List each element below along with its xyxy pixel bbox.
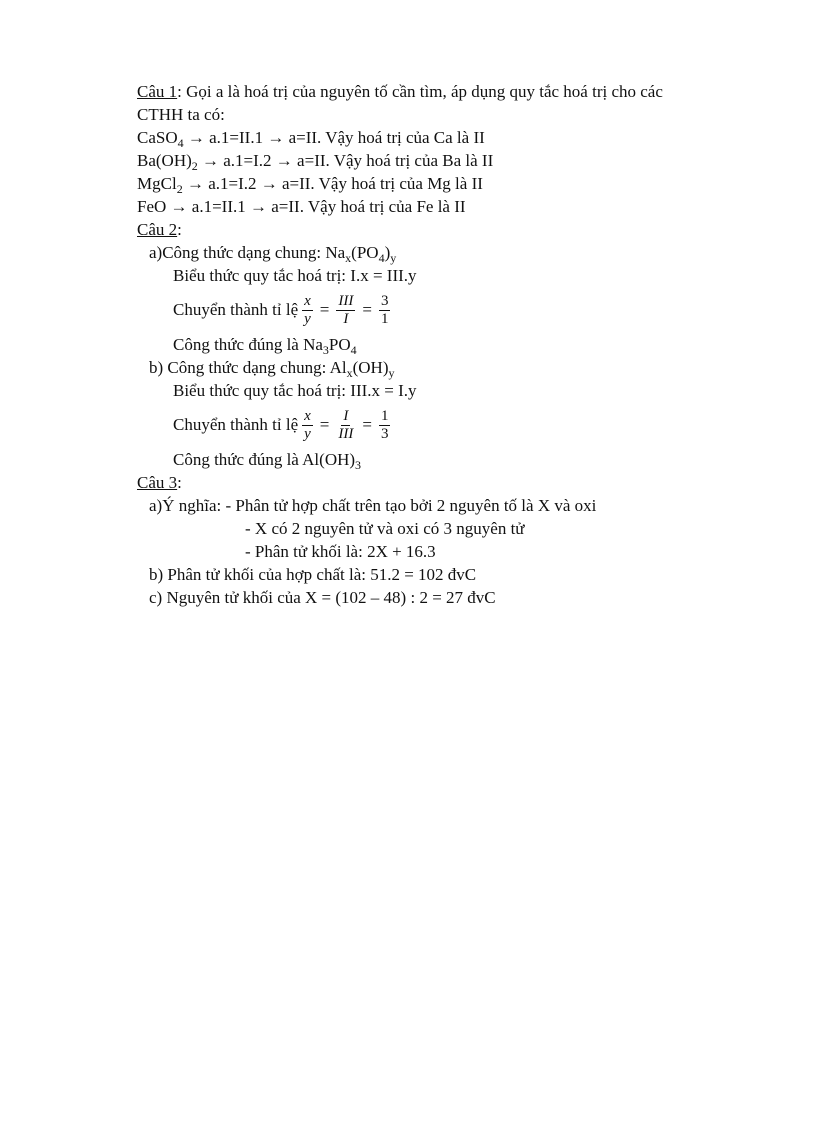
cau1-line-baoh2: $Ba(OH)_2 \to a.1=I.2 \to a=II$. Vậy hoá trị của Ba là II	[137, 151, 494, 173]
fraction: $\frac{x}{y}$	[304, 407, 311, 442]
cau3-a-line2: - X có 2 nguyên tử và oxi có 3 nguyên tử	[245, 519, 525, 538]
cau2b-rule: Biểu thức quy tắc hoá trị: III.x = I.y	[173, 381, 417, 400]
cau2-heading-line: Câu 2:	[137, 220, 182, 239]
fraction: $\frac{I}{\text{III}}$	[338, 407, 354, 442]
fraction: $\frac{3}{1}$	[380, 292, 389, 327]
cau2b-formula-line: b) Công thức dạng chung: $Al_x(OH)_y$	[149, 358, 395, 380]
cau2a-answer: Công thức đúng là $Na_3PO_4$	[173, 335, 357, 357]
cau1-line-feo: FeO → a.1=II.1 → a=II. Vậy hoá trị của Fe là II	[137, 197, 466, 216]
cau1-heading: Câu 1	[137, 82, 178, 101]
cau1-intro-cont: CTHH ta có:	[137, 105, 225, 124]
cau3-b-line: b) Phân tử khối của hợp chất là: 51.2 = 102 đvC	[149, 565, 477, 584]
cau1-line-mgcl2: MgCl$_2$ → a.1=I.2 → a=II. Vậy hoá trị của Mg là II	[137, 174, 483, 196]
cau2a-rule: Biểu thức quy tắc hoá trị: I.x = III.y	[173, 266, 417, 285]
cau3-heading-line: Câu 3:	[137, 473, 182, 492]
fraction: $\frac{x}{y}$	[304, 292, 311, 327]
cau1-intro	[137, 80, 743, 103]
cau2b-answer: Công thức đúng là $Al(OH)_3$	[173, 450, 362, 472]
cau1-line-caso4: CaSO$_4$ → a.1=II.1 → a=II. Vậy hoá trị của Ca là II	[137, 128, 485, 150]
cau1-intro-text: : Gọi a là hoá trị của nguyên tố cần tìm, áp dụng quy tắc hoá trị cho các	[177, 82, 663, 101]
cau2a-formula-line: a)Công thức dạng chung: $Na_x(PO_4)_y$	[149, 243, 397, 265]
cau2-heading: Câu 2	[137, 220, 178, 239]
fraction: $\frac{\text{III}}{I}$	[338, 292, 354, 327]
cau2b-ratio: Chuyển thành tỉ lệ $\frac{x}{y}$ = $\frac{I}{\text{III}}$ = $\frac{1}{3}$	[173, 407, 389, 442]
cau3-c-line: c) Nguyên tử khối của X = (102 – 48) : 2 = 27 đvC	[149, 588, 496, 607]
document-body	[137, 80, 743, 609]
cau3-a-line3: - Phân tử khối là: 2X + 16.3	[245, 542, 436, 561]
fraction: $\frac{1}{3}$	[380, 407, 389, 442]
cau3-heading: Câu 3	[137, 473, 178, 492]
cau3-a-line1: a)Ý nghĩa: - Phân tử hợp chất trên tạo bởi 2 nguyên tố là X và oxi	[149, 496, 597, 515]
cau2a-ratio: Chuyển thành tỉ lệ $\frac{x}{y}$ = $\frac{\text{III}}{I}$ = $\frac{3}{1}$	[173, 292, 389, 327]
